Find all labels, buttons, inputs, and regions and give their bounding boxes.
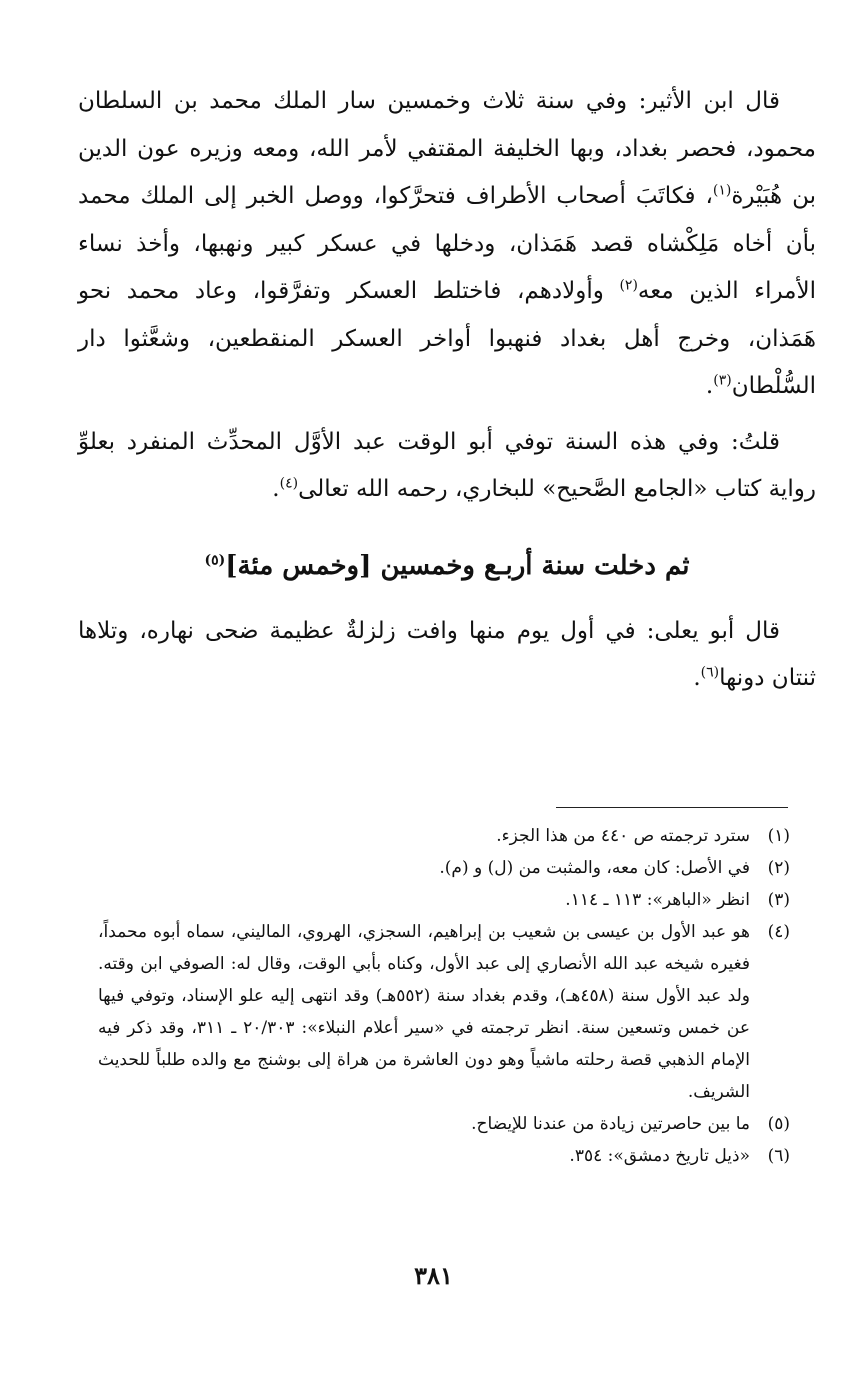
footnote-divider — [556, 807, 788, 808]
paragraph-text: قال ابن الأثير: وفي سنة ثلاث وخمسين سار الملك محمد بن السلطان محمود، فحصر بغداد، وبها الخليفة المقتفي لأمر الله، ومعه وزيره عون الدين بن هُبَيْرة — [78, 88, 816, 209]
footnote-marker: (١) — [712, 182, 732, 199]
footnote-number: (٥) — [767, 1114, 790, 1134]
main-text — [78, 78, 816, 703]
paragraph-text: . — [705, 373, 714, 399]
footnote-text: «ذيل تاريخ دمشق»: ٣٥٤. — [569, 1146, 750, 1166]
footnote-item — [98, 1140, 790, 1172]
footnote-marker: (٢) — [619, 277, 638, 294]
paragraph-text: ، فكاتَبَ أصحاب الأطراف فتحرَّكوا، ووصل الخبر إلى الملك محمد بأن أخاه مَلِكْشاه قصد هَمَذان، ودخلها في عسكر كبير ونهبها، وأخذ نساء الأمراء الذين معه — [78, 183, 816, 304]
section-heading — [78, 546, 816, 586]
paragraph-text: قلتُ: وفي هذه السنة توفي أبو الوقت عبد الأوَّل المحدِّث المنفرد بعلوِّ رواية كتاب «الجامع الصَّحيح» للبخاري، رحمه الله تعالى — [78, 428, 816, 502]
paragraph-abu-al-waqt — [78, 419, 816, 514]
paragraph-abu-yala — [78, 608, 816, 703]
page-number: ٣٨١ — [414, 1261, 453, 1290]
footnote-marker: (٦) — [700, 664, 720, 681]
footnote-item — [98, 884, 790, 916]
footnote-number: (٢) — [767, 858, 790, 878]
footnote-text: ما بين حاصرتين زيادة من عندنا للإيضاح. — [471, 1114, 750, 1134]
paragraph-text: . — [693, 665, 701, 691]
footnote-text: انظر «الباهر»: ١١٣ ـ ١١٤. — [565, 890, 750, 910]
footnote-number: (٦) — [767, 1146, 790, 1166]
footnote-number: (٣) — [767, 890, 790, 910]
footnote-number: (٤) — [767, 922, 790, 942]
footnote-text: هو عبد الأول بن عيسى بن شعيب بن إبراهيم، السجزي، الهروي، الماليني، سماه أبوه محمداً، فغيره شيخه عبد الله الأنصاري إلى عبد الأول، وكناه بأبي الوقت، وقال له: الصوفي ابن وقته. ولد عبد الأول سنة (٤٥٨هـ)، وقدم بغداد سنة (٥٥٢هـ) وقد انتهى إليه علو الإسناد، وتوفي فيها عن خمس وتسعين سنة. انظر ترجمته في «سير أعلام النبلاء»: ٢٠/٣٠٣ ـ ٣١١، وقد ذكر فيه الإمام الذهبي قصة رحلته ماشياً وهو دون العاشرة من هراة إلى بوشنج مع والده طلباً للحديث الشريف. — [98, 922, 750, 1102]
footnotes-section — [98, 820, 790, 1172]
footnote-text: سترد ترجمته ص ٤٤٠ من هذا الجزء. — [496, 826, 750, 846]
footnote-marker: (٣) — [713, 372, 732, 389]
paragraph-text: وأولادهم، فاختلط العسكر وتفرَّقوا، وعاد محمد نحو هَمَذان، وخرج أهل بغداد فنهبوا أواخر العسكر المنقطعين، وشعَّثوا دار السُّلْطان — [78, 278, 816, 399]
footnote-text: في الأصل: كان معه، والمثبت من (ل) و (م). — [439, 858, 750, 878]
footnote-item — [98, 916, 790, 1108]
footnote-marker: (٤) — [279, 475, 299, 492]
paragraph-ibn-al-athir — [78, 78, 816, 411]
paragraph-text: . — [272, 476, 280, 502]
paragraph-text: قال أبو يعلى: في أول يوم منها وافت زلزلةٌ عظيمة ضحى نهاره، وتلاها ثنتان دونها — [78, 617, 816, 691]
footnote-item — [98, 820, 790, 852]
heading-text: ثم دخلت سنة أربـع وخمسين [وخمس مئة] — [225, 550, 690, 581]
footnote-number: (١) — [767, 826, 790, 846]
footnote-marker: (٥) — [204, 551, 226, 568]
footnote-item — [98, 1108, 790, 1140]
footnote-item — [98, 852, 790, 884]
